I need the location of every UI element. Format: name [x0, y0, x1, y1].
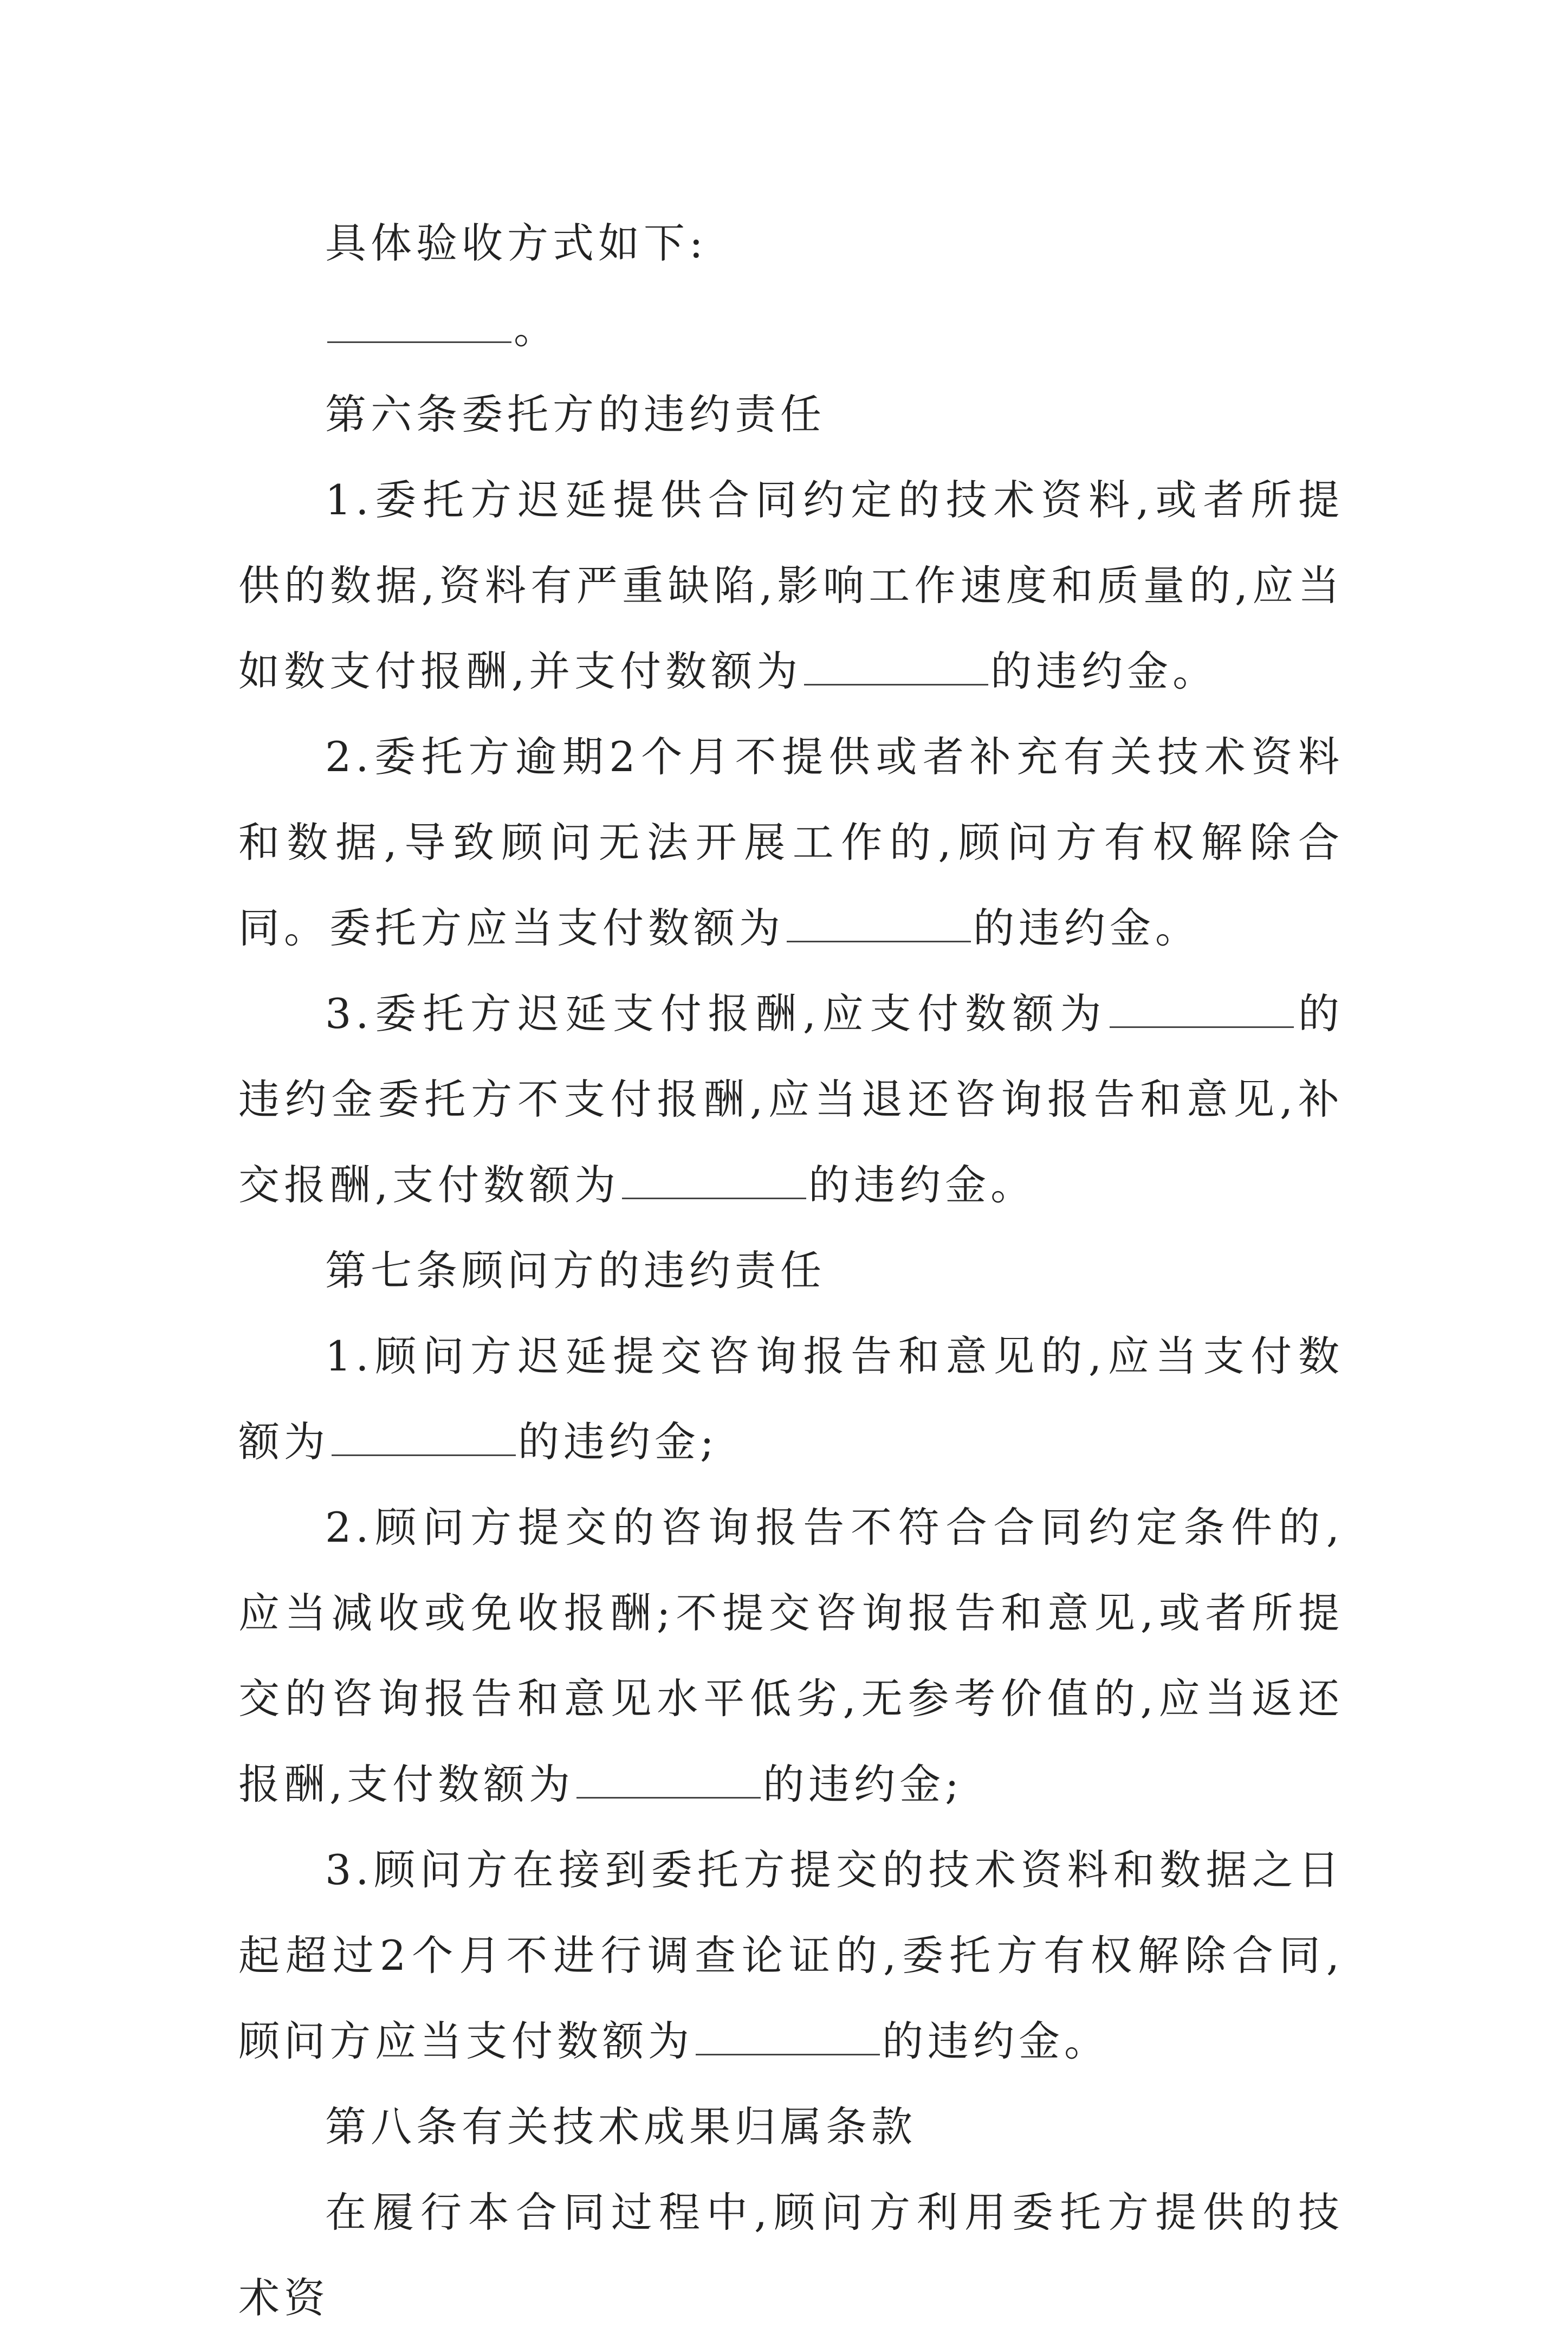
clause-paragraph [238, 1314, 1344, 1485]
section-heading [238, 372, 1344, 457]
clause-paragraph [238, 1485, 1344, 1827]
section-heading [238, 1228, 1344, 1314]
paragraph [238, 286, 1344, 372]
fill-in-blank[interactable] [576, 1759, 761, 1799]
fill-in-blank[interactable] [804, 646, 988, 686]
paragraph-text: 2.顾问方提交的咨询报告不符合合同约定条件的,应当减收或免收报酬;不提交咨询报告和意见,或者所提交的咨询报告和意见水平低劣,无参考价值的,应当返还报酬,支付数额为 [238, 1503, 1344, 1808]
heading-text: 第八条有关技术成果归属条款 [325, 2103, 917, 2151]
paragraph-text: 的违约金; [763, 1760, 963, 1808]
heading-text: 第七条顾问方的违约责任 [325, 1246, 826, 1295]
document-page [238, 201, 1344, 2341]
paragraph-text: 3.顾问方在接到委托方提交的技术资料和数据之日起超过2个月不进行调查论证的,委托方有权解除合同,顾问方应当支付数额为 [238, 1846, 1344, 2065]
clause-paragraph [238, 971, 1344, 1228]
paragraph-text: 1.顾问方迟延提交咨询报告和意见的,应当支付数额为 [238, 1332, 1344, 1466]
clause-paragraph [238, 457, 1344, 714]
paragraph-text: 的违约金。 [973, 904, 1201, 952]
clause-paragraph [238, 714, 1344, 971]
paragraph-text: 的违约金; [518, 1418, 718, 1466]
clause-paragraph [238, 1827, 1344, 2084]
fill-in-blank[interactable] [327, 303, 511, 343]
paragraph-text: 的违约金。 [882, 2017, 1110, 2065]
paragraph [238, 201, 1344, 286]
fill-in-blank[interactable] [787, 903, 971, 942]
paragraph-text: 的违约金。 [990, 647, 1219, 695]
paragraph-text: 。 [514, 305, 559, 353]
paragraph [238, 2170, 1344, 2341]
heading-text: 第六条委托方的违约责任 [325, 390, 826, 438]
paragraph-text: 3.委托方迟延支付报酬,应支付数额为 [325, 990, 1108, 1038]
fill-in-blank[interactable] [696, 2016, 880, 2055]
paragraph-text: 1.委托方迟延提供合同约定的技术资料,或者所提供的数据,资料有严重缺陷,影响工作速度和质量的,应当如数支付报酬,并支付数额为 [238, 476, 1344, 695]
fill-in-blank[interactable] [1110, 988, 1294, 1028]
section-heading [238, 2084, 1344, 2170]
paragraph-text: 在履行本合同过程中,顾问方利用委托方提供的技术资 [238, 2188, 1344, 2322]
fill-in-blank[interactable] [622, 1160, 806, 1199]
paragraph-text: 具体验收方式如下: [325, 219, 708, 267]
fill-in-blank[interactable] [332, 1417, 516, 1456]
paragraph-text: 的违约金委托方不支付报酬,应当退还咨询报告和意见,补交报酬,支付数额为 [238, 990, 1344, 1209]
paragraph-text: 的违约金。 [808, 1161, 1036, 1209]
paragraph-text: 2.委托方逾期2个月不提供或者补充有关技术资料和数据,导致顾问无法开展工作的,顾问方有权解除合同。委托方应当支付数额为 [238, 733, 1344, 952]
